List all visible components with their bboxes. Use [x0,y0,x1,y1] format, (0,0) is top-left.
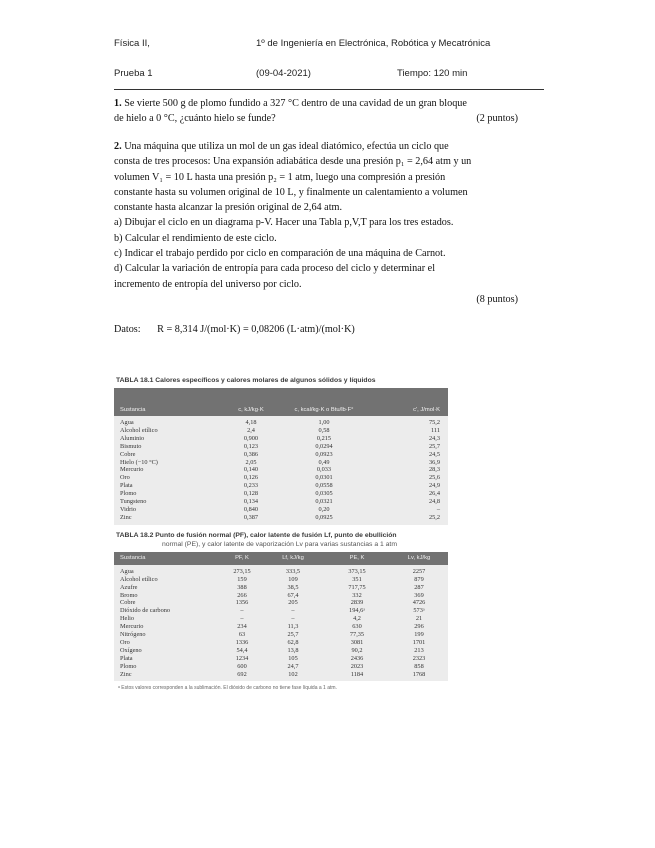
table-row [114,427,448,435]
program-name: 1º de Ingeniería en Electrónica, Robótica y Mecatrónica [256,38,491,49]
table-cell: 24,8 [428,498,440,506]
test-date: (09-04-2021) [256,68,311,79]
table-cell: 194,6ᵃ [349,607,365,615]
table-cell: 2,05 [245,458,257,466]
table-cell: 0,58 [318,426,330,434]
table-cell: Nitrógeno [120,631,146,639]
table-1-col-header: c, kcal/kg·K o Btu/lb·F° [294,407,354,413]
table-row [114,435,448,443]
table-cell: 25,2 [428,513,440,521]
table-cell: 0,134 [243,498,259,506]
gas-constant-value: R = 8,314 J/(mol·K) = 0,08206 (L·atm)/(mol·K) [157,324,355,335]
table-cell: 199 [414,631,424,639]
table-cell: 1768 [412,670,426,678]
table-cell: 0,128 [243,490,259,498]
table-cell: Zinc [120,513,132,521]
table-cell: 0,386 [243,450,259,458]
problem-1 [114,96,542,127]
table-row [114,655,448,663]
table-cell: 38,5 [287,583,299,591]
table-cell: 0,0294 [315,442,333,450]
table-2-body [114,565,448,682]
table-cell: 11,3 [287,623,299,631]
table-cell: 0,0305 [315,490,333,498]
table-cell: Agua [120,567,134,575]
table-cell: – [240,607,244,615]
table-cell: Bismuto [120,442,142,450]
table-cell: 54,4 [236,646,248,654]
table-cell: 3081 [350,638,364,646]
table-cell: 2839 [350,599,364,607]
table-cell: 600 [237,662,247,670]
table-row [114,482,448,490]
table-cell: 1356 [235,599,249,607]
table-cell: 0,900 [243,434,259,442]
problem-2-subitem: incremento de entropía del universo por ciclo. [114,278,302,290]
table-row [114,474,448,482]
table-cell: – [291,607,295,615]
table-cell: 67,4 [287,591,299,599]
table-cell: 26,4 [428,490,440,498]
table-row [114,607,448,615]
table-cell: 0,126 [243,474,259,482]
table-2-col-header: Lf, kJ/kg [282,555,304,562]
table-cell: 63 [238,631,246,639]
table-cell: – [291,615,295,623]
table-cell: 369 [414,591,424,599]
table-2-col-header: Lv, kJ/kg [407,555,431,562]
table-row [114,615,448,623]
table-cell: 0,0923 [315,450,333,458]
problem-2-line: volumen V₁ = 10 L hasta una presión p₂ = 1 atm, luego una compresión a presión [114,171,446,183]
table-1-col-header: c, kJ/kg·K [238,407,264,413]
table-row [114,576,448,584]
table-cell: 351 [352,575,362,583]
table-2-footnote: ᵃ Estos valores corresponden a la sublimación. El dióxido de carbono no tiene fase líquida a 1 atm. [118,685,337,692]
tables-image [114,374,448,786]
table-cell: 0,0925 [315,513,333,521]
table-row [114,451,448,459]
table-cell: 858 [414,662,424,670]
table-2-col-header: PE, K [349,555,365,562]
table-cell: Plata [120,654,133,662]
table-cell: 205 [288,599,298,607]
table-2-header [114,552,448,565]
table-row [114,647,448,655]
table-cell: Plomo [120,662,137,670]
problem-2-subitem: a) Dibujar el ciclo en un diagrama p-V. Hacer una Tabla p,V,T para los tres estados. [114,217,454,229]
table-cell: 2,4 [247,426,255,434]
table-cell: 24,5 [428,450,440,458]
table-cell: 332 [352,591,362,599]
table-cell: 2023 [350,662,364,670]
table-2-caption: TABLA 18.2 Punto de fusión normal (PF), calor latente de fusión Lf, punto de ebullición normal (PE), y calor latente de vaporización Lv para varias sustancias a 1 atm [116,531,397,548]
table-cell: 75,2 [428,419,440,426]
table-cell: 692 [237,670,247,678]
table-cell: 0,0558 [315,482,333,490]
table-cell: Cobre [120,450,136,458]
problem-2 [114,139,542,307]
table-cell: 24,9 [428,482,440,490]
table-cell: Tungsteno [120,498,147,506]
table-cell: Aluminio [120,434,145,442]
table-cell: Alcohol etílico [120,575,158,583]
table-cell: 0,20 [318,505,330,513]
table-cell: 4726 [412,599,426,607]
table-row [114,631,448,639]
table-cell: 0,123 [243,442,259,450]
test-duration: Tiempo: 120 min [397,68,468,79]
table-cell: 0,140 [243,466,259,474]
table-row [114,466,448,474]
table-cell: Oro [120,474,130,482]
table-cell: Azufre [120,583,138,591]
table-cell: 266 [237,591,247,599]
table-cell: Oxígeno [120,646,142,654]
table-cell: 0,840 [243,505,259,513]
header-divider [114,89,544,90]
table-1-col-header: Sustancia [120,407,146,413]
table-cell: 234 [237,623,247,631]
table-cell: 1234 [235,654,249,662]
table-row [114,506,448,514]
table-cell: 2257 [412,567,426,575]
table-cell: 0,0321 [315,498,333,506]
table-cell: 111 [431,426,440,434]
table-row [114,599,448,607]
table-cell: 2436 [350,654,364,662]
table-1-col-header: c', J/mol·K [413,407,440,413]
table-cell: Helio [120,615,134,623]
table-cell: 4,18 [245,419,257,426]
problem-2-subitem: c) Indicar el trabajo perdido por ciclo en comparación de una máquina de Carnot. [114,248,446,260]
table-cell: 0,033 [316,466,332,474]
table-cell: Mercurio [120,623,144,631]
problem-2-line: constante hasta su volumen original de 10 L, y finalmente un calentamiento a volumen [114,186,468,198]
table-cell: 77,35 [349,631,365,639]
table-cell: 0,49 [318,458,330,466]
table-cell: Oro [120,638,130,646]
problem-1-line: de hielo a 0 °C, ¿cuánto hielo se funde? [114,113,276,125]
table-cell: 36,9 [428,458,440,466]
problem-2-points: (8 puntos) [476,293,518,305]
table-row [114,490,448,498]
problem-2-number: 2. [114,141,122,152]
table-row [114,498,448,506]
table-cell: 296 [414,623,424,631]
table-cell: Bromo [120,591,138,599]
problem-2-line: Una máquina que utiliza un mol de un gas ideal diatómico, efectúa un ciclo que [124,141,449,152]
table-row [114,663,448,671]
table-cell: 159 [237,575,247,583]
table-cell: 25,7 [287,631,299,639]
table-cell: 0,387 [243,513,259,521]
table-row [114,459,448,467]
table-cell: – [240,615,244,623]
table-cell: 273,15 [233,567,251,575]
table-cell: 28,3 [428,466,440,474]
table-cell: 1,00 [318,419,330,426]
table-row [114,671,448,679]
table-row [114,568,448,576]
table-row [114,419,448,427]
table-row [114,584,448,592]
table-cell: 2323 [412,654,426,662]
constants-label: Datos: [114,324,141,335]
table-cell: 24,3 [428,434,440,442]
problem-1-number: 1. [114,98,122,109]
problem-1-points: (2 puntos) [476,113,518,125]
table-cell: Vidrio [120,505,137,513]
table-cell: 1336 [235,638,249,646]
table-row [114,592,448,600]
problem-2-subitem: d) Calcular la variación de entropía para cada proceso del ciclo y determinar el [114,263,436,275]
table-cell: 4,2 [353,615,361,623]
table-cell: 373,15 [348,567,366,575]
table-cell: 25,7 [428,442,440,450]
table-cell: Alcohol etílico [120,426,158,434]
table-cell: 21 [415,615,423,623]
table-row [114,443,448,451]
table-cell: 62,8 [287,638,299,646]
problem-2-subitem: b) Calcular el rendimiento de este ciclo. [114,232,277,244]
table-cell: Cobre [120,599,136,607]
table-2-col-header: PF, K [235,555,249,562]
table-cell: Mercurio [120,466,144,474]
table-cell: Agua [120,419,134,426]
table-cell: 102 [288,670,298,678]
table-1-caption: TABLA 18.1 Calores específicos y calores molares de algunos sólidos y líquidos [116,377,376,384]
table-row [114,514,448,522]
table-cell: Zinc [120,670,132,678]
table-row [114,639,448,647]
table-cell: 109 [288,575,298,583]
table-cell: – [436,505,440,513]
test-name: Prueba 1 [114,68,153,79]
table-cell: 1184 [350,670,364,678]
table-cell: 1701 [412,638,426,646]
table-cell: 879 [414,575,424,583]
table-1-body [114,416,448,525]
table-2-col-header: Sustancia [120,555,146,562]
table-cell: 388 [237,583,247,591]
table-cell: 24,7 [287,662,299,670]
problem-2-line: consta de tres procesos: Una expansión adiabática desde una presión p₁ = 2,64 atm y un [114,156,472,168]
table-cell: 333,5 [285,567,301,575]
table-cell: 13,8 [287,646,299,654]
course-name: Física II, [114,38,150,49]
table-cell: 287 [414,583,424,591]
table-cell: 90,2 [351,646,363,654]
table-cell: 25,6 [428,474,440,482]
table-cell: Plomo [120,490,137,498]
table-cell: 573ᵃ [413,607,425,615]
constants-line [114,324,355,335]
table-1-header [114,388,448,416]
table-cell: 630 [352,623,362,631]
problem-1-line: Se vierte 500 g de plomo fundido a 327 °C dentro de una cavidad de un gran bloque [124,98,467,109]
table-cell: 0,233 [243,482,259,490]
problem-2-line: constante hasta alcanzar la presión original de 2,64 atm. [114,202,343,214]
table-cell: Dióxido de carbono [120,607,171,615]
table-cell: Plata [120,482,133,490]
table-cell: 0,215 [316,434,332,442]
table-row [114,623,448,631]
table-cell: 213 [414,646,424,654]
table-cell: 717,75 [348,583,366,591]
table-cell: 0,0301 [315,474,333,482]
table-cell: Hielo (−10 °C) [120,458,158,466]
table-cell: 105 [288,654,298,662]
